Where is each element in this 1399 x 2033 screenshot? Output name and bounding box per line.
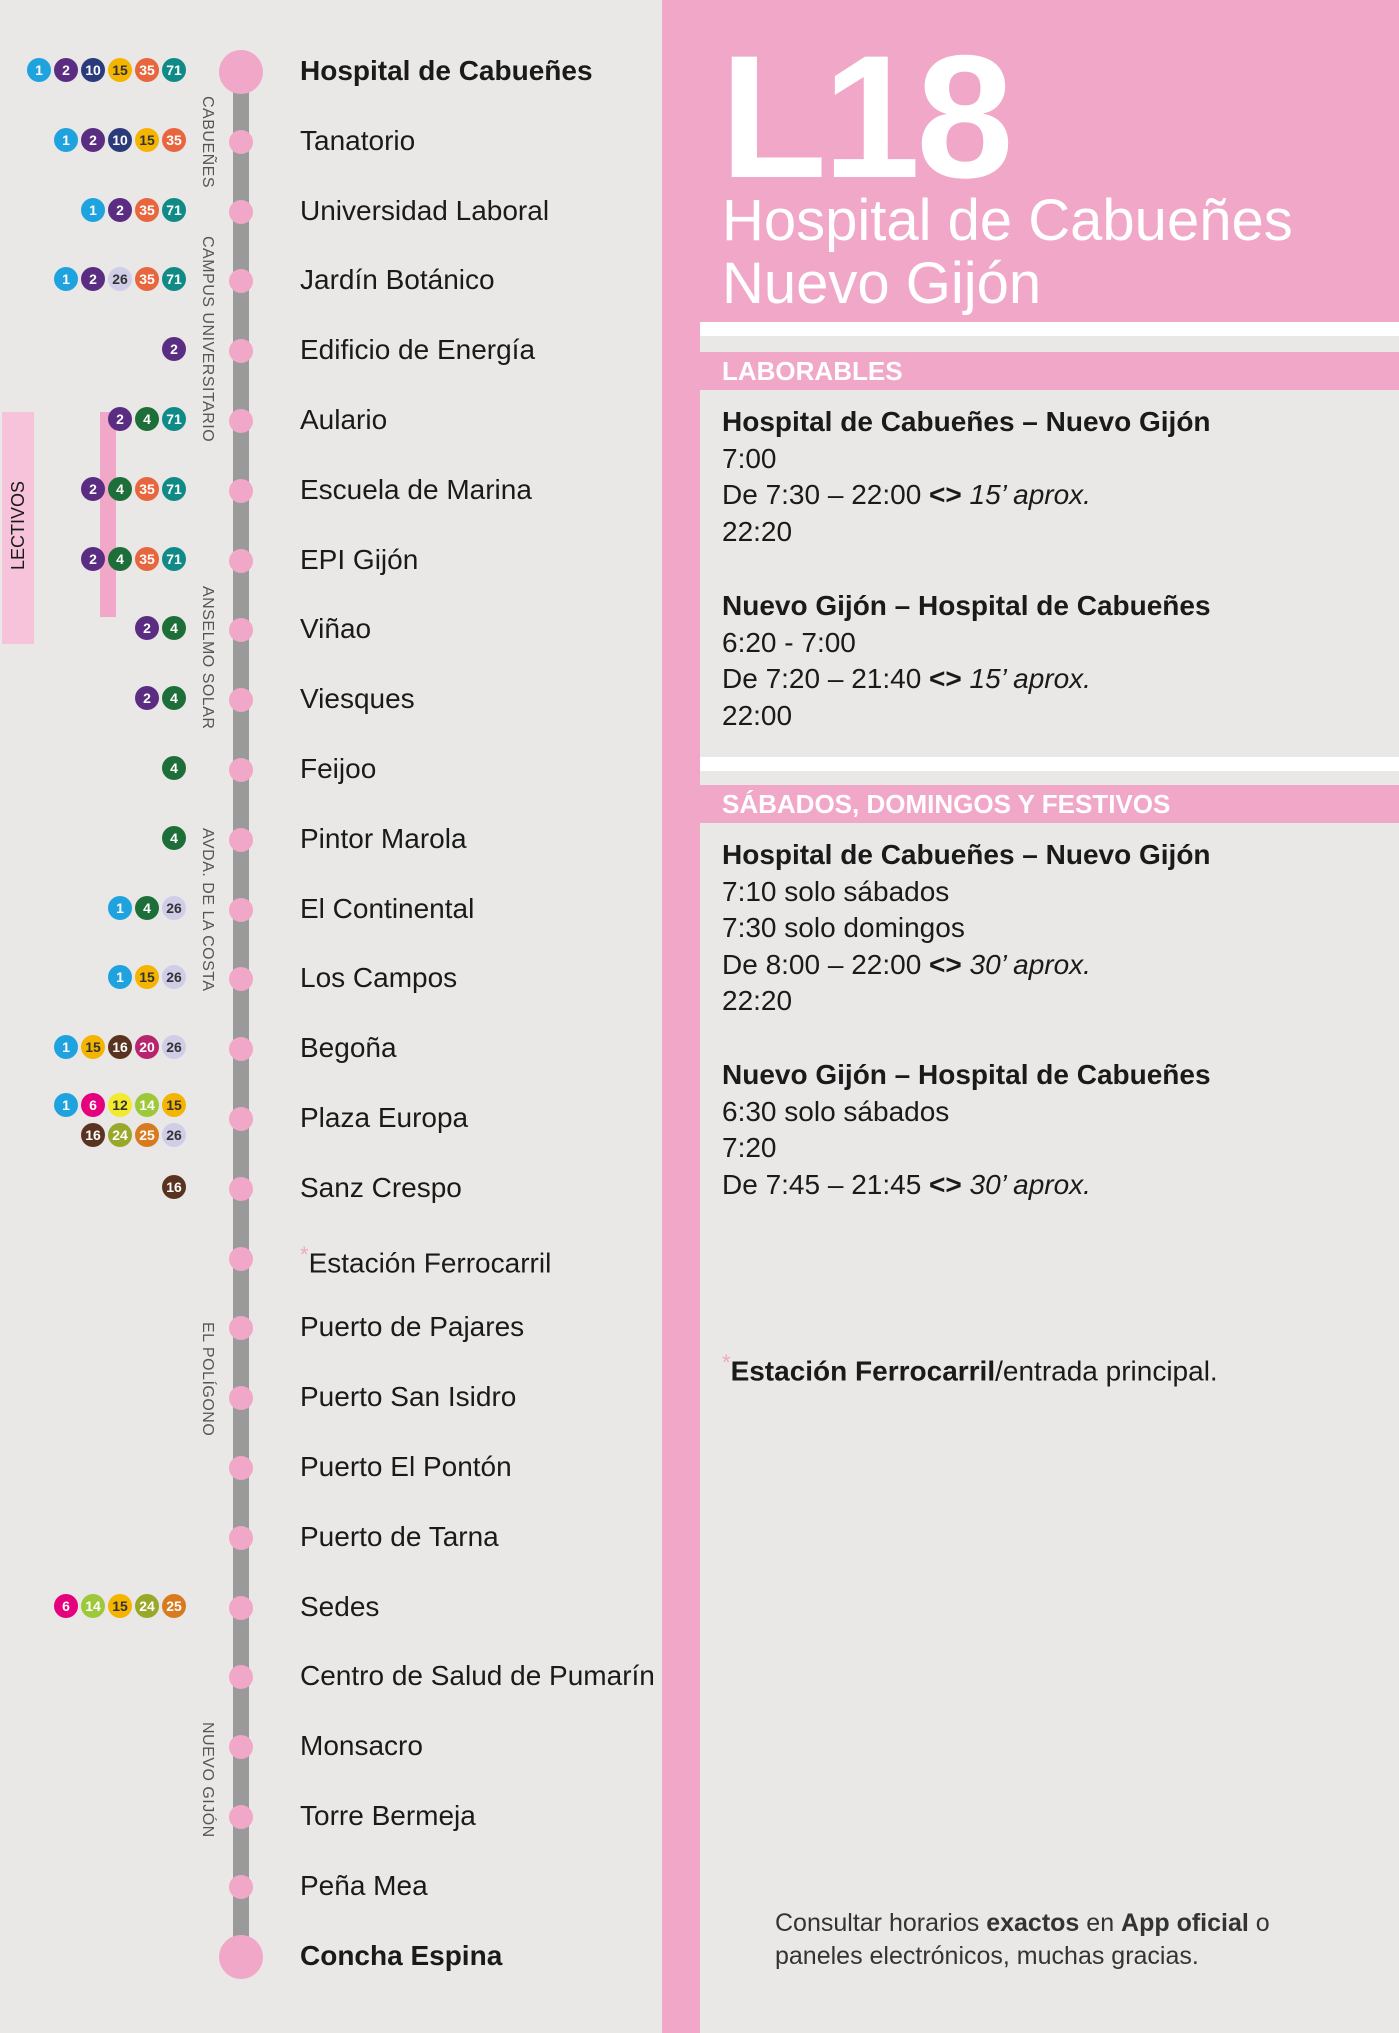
stop-name: EPI Gijón <box>300 543 419 575</box>
line-badge: 1 <box>27 58 51 82</box>
stop-marker <box>229 549 253 573</box>
schedule-line: De 7:45 – 21:45 <> 30’ aprox. <box>722 1168 1091 1200</box>
stop-name: Puerto El Pontón <box>300 1451 512 1482</box>
line-badge: 71 <box>162 547 186 571</box>
line-badge: 71 <box>162 407 186 431</box>
line-badge: 2 <box>162 337 186 361</box>
connecting-lines <box>54 128 186 156</box>
stop-marker <box>229 130 253 154</box>
stop-marker <box>229 758 253 782</box>
line-badge: 2 <box>81 128 105 152</box>
schedule-line: 7:20 <box>722 1132 777 1163</box>
schedule-heading: Nuevo Gijón – Hospital de Cabueñes <box>722 1059 1211 1090</box>
line-badge: 4 <box>162 756 186 780</box>
schedule-line: 7:00 <box>722 442 777 474</box>
zone-label-nuevo-gijon: NUEVO GIJÓN <box>199 1722 216 1838</box>
stop-name: Los Campos <box>300 962 458 994</box>
stop-marker <box>229 1665 253 1689</box>
line-badge: 2 <box>135 686 159 710</box>
stop-name: Edificio de Energía <box>300 334 536 366</box>
line-badge: 4 <box>135 407 159 431</box>
stop-marker <box>229 967 253 991</box>
line-badge: 2 <box>108 407 132 431</box>
laborables-dir2 <box>722 588 1211 734</box>
connecting-lines <box>162 756 186 784</box>
stop-marker <box>229 339 253 363</box>
stop-marker <box>229 828 253 852</box>
stop-marker <box>229 1596 253 1620</box>
connecting-lines <box>162 1175 186 1203</box>
stop-name: Universidad Laboral <box>300 194 550 226</box>
line-badge: 4 <box>162 826 186 850</box>
route-panel <box>0 0 662 2033</box>
line-badge: 35 <box>135 477 159 501</box>
line-badge: 15 <box>135 128 159 152</box>
stop-name: Jardín Botánico <box>300 264 495 296</box>
line-badge: 2 <box>108 198 132 222</box>
line-badge: 4 <box>162 616 186 640</box>
stop-name: Monsacro <box>300 1730 423 1762</box>
connecting-lines <box>54 1093 186 1121</box>
connecting-lines <box>81 477 186 505</box>
stop-name: Puerto de Tarna <box>300 1520 499 1552</box>
line-badge: 35 <box>135 267 159 291</box>
connecting-lines <box>54 1035 186 1063</box>
line-badge: 2 <box>81 267 105 291</box>
schedule-line: De 7:20 – 21:40 <> 15’ aprox. <box>722 663 1091 694</box>
stop-marker <box>229 1247 253 1271</box>
line-badge: 25 <box>162 1594 186 1618</box>
stop-name: *Estación Ferrocarril <box>300 1241 552 1278</box>
header-gap <box>700 322 1399 336</box>
stop-name: Sedes <box>300 1590 380 1622</box>
stop-name: Hospital de Cabueñes <box>300 55 593 86</box>
station-note: *Estación Ferrocarril/entrada principal. <box>722 1350 1218 1387</box>
laborables-dir1 <box>722 404 1211 550</box>
festivos-dir2 <box>722 1057 1211 1203</box>
festivos-title: SÁBADOS, DOMINGOS Y FESTIVOS <box>722 789 1171 819</box>
line-badge: 4 <box>162 686 186 710</box>
line-badge: 26 <box>162 1123 186 1147</box>
line-badge: 15 <box>135 965 159 989</box>
connecting-lines <box>162 826 186 854</box>
line-badge: 26 <box>108 267 132 291</box>
zone-label-poligono: EL POLÍGONO <box>199 1322 216 1437</box>
line-badge: 14 <box>135 1093 159 1117</box>
line-badge: 1 <box>108 965 132 989</box>
line-badge: 2 <box>81 547 105 571</box>
line-badge: 26 <box>162 1035 186 1059</box>
line-badge: 10 <box>108 128 132 152</box>
footer-note: Consultar horarios exactos en App oficial o paneles electrónicos, muchas gracias. <box>775 1909 1270 1970</box>
stop-name: Feijoo <box>300 753 377 784</box>
stop-marker <box>229 1177 253 1201</box>
line-badge: 24 <box>135 1594 159 1618</box>
zone-label-avda-costa: AVDA. DE LA COSTA <box>199 828 216 992</box>
schedule-heading: Nuevo Gijón – Hospital de Cabueñes <box>722 590 1211 621</box>
line-badge: 15 <box>162 1093 186 1117</box>
line-badge: 71 <box>162 58 186 82</box>
stop-marker <box>229 1386 253 1410</box>
stop-marker <box>229 1456 253 1480</box>
schedule-heading: Hospital de Cabueñes – Nuevo Gijón <box>722 839 1211 870</box>
line-badge: 1 <box>54 1093 78 1117</box>
stop-name: Viñao <box>300 613 372 645</box>
line-badge: 1 <box>54 128 78 152</box>
connecting-lines <box>81 1123 186 1151</box>
stop-name: Puerto San Isidro <box>300 1381 517 1413</box>
line-badge: 24 <box>108 1123 132 1147</box>
schedule-heading: Hospital de Cabueñes – Nuevo Gijón <box>722 406 1211 437</box>
line-badge: 14 <box>81 1594 105 1618</box>
stop-name: Escuela de Marina <box>300 473 532 505</box>
schedule-line: 7:30 solo domingos <box>722 912 965 943</box>
stop-marker <box>229 1875 253 1899</box>
schedule-line: 22:20 <box>722 985 793 1016</box>
line-badge: 12 <box>108 1093 132 1117</box>
line-badge: 16 <box>81 1123 105 1147</box>
stop-name: Centro de Salud de Pumarín <box>300 1660 655 1692</box>
section-gap <box>700 757 1399 771</box>
connecting-lines <box>108 407 186 435</box>
line-badge: 6 <box>54 1594 78 1618</box>
connecting-lines <box>108 965 186 993</box>
line-code: L18 <box>720 20 1010 215</box>
festivos-dir1 <box>722 837 1211 1020</box>
stop-name: Pintor Marola <box>300 822 467 854</box>
schedule-line: 7:10 solo sábados <box>722 875 950 907</box>
stop-name: Puerto de Pajares <box>300 1311 525 1343</box>
route-origin: Hospital de Cabueñes <box>722 188 1293 253</box>
connecting-lines <box>81 198 186 226</box>
stop-marker <box>229 1316 253 1340</box>
schedule-line: De 8:00 – 22:00 <> 30’ aprox. <box>722 948 1091 980</box>
laborables-title: LABORABLES <box>722 356 903 386</box>
stop-name: Plaza Europa <box>300 1102 469 1133</box>
stop-marker <box>229 1037 253 1061</box>
line-badge: 4 <box>135 896 159 920</box>
connecting-lines <box>54 1594 186 1622</box>
stop-name: Tanatorio <box>300 124 416 156</box>
line-badge: 15 <box>81 1035 105 1059</box>
line-badge: 4 <box>108 547 132 571</box>
stop-name: Peña Mea <box>300 1869 428 1901</box>
schedule-line: 6:20 - 7:00 <box>722 626 856 658</box>
line-badge: 35 <box>135 58 159 82</box>
line-badge: 20 <box>135 1035 159 1059</box>
lectivos-label: LECTIVOS <box>8 480 28 570</box>
line-badge: 15 <box>108 1594 132 1618</box>
stop-marker <box>229 688 253 712</box>
stop-name: Sanz Crespo <box>300 1171 462 1203</box>
stop-marker <box>229 1735 253 1759</box>
line-badge: 35 <box>162 128 186 152</box>
stop-name: Aulario <box>300 404 388 435</box>
line-badge: 1 <box>54 267 78 291</box>
stop-marker <box>229 1805 253 1829</box>
line-badge: 2 <box>135 616 159 640</box>
stop-marker <box>229 1107 253 1131</box>
connecting-lines <box>108 896 186 924</box>
line-badge: 35 <box>135 547 159 571</box>
connecting-lines <box>135 616 186 644</box>
line-badge: 4 <box>108 477 132 501</box>
stop-name: El Continental <box>300 892 475 924</box>
schedule-line: 6:30 solo sábados <box>722 1095 950 1127</box>
schedule-line: 22:00 <box>722 699 793 731</box>
connecting-lines <box>81 547 186 575</box>
route-destination: Nuevo Gijón <box>722 251 1042 316</box>
schedule-line: 22:20 <box>722 515 793 547</box>
stop-name: Concha Espina <box>300 1939 503 1971</box>
line-badge: 26 <box>162 896 186 920</box>
stop-marker <box>229 269 253 293</box>
line-badge: 1 <box>108 896 132 920</box>
connecting-lines <box>162 337 186 365</box>
stop-marker <box>229 1526 253 1550</box>
line-badge: 16 <box>108 1035 132 1059</box>
line-badge: 71 <box>162 477 186 501</box>
line-badge: 71 <box>162 267 186 291</box>
line-badge: 71 <box>162 198 186 222</box>
lectivos-bracket <box>100 412 116 617</box>
connecting-lines <box>54 267 186 295</box>
stop-marker <box>229 200 253 224</box>
line-badge: 26 <box>162 965 186 989</box>
zone-label-cabuenes: CABUEÑES <box>199 96 216 189</box>
stop-marker <box>229 618 253 642</box>
line-badge: 35 <box>135 198 159 222</box>
line-badge: 10 <box>81 58 105 82</box>
schedule-line: De 7:30 – 22:00 <> 15’ aprox. <box>722 479 1091 510</box>
stop-name: Torre Bermeja <box>300 1800 476 1831</box>
zone-label-anselmo-solar: ANSELMO SOLAR <box>199 586 216 730</box>
line-badge: 2 <box>81 477 105 501</box>
stop-name: Viesques <box>300 683 415 715</box>
stop-marker <box>229 479 253 503</box>
line-badge: 15 <box>108 58 132 82</box>
stop-name: Begoña <box>300 1032 397 1064</box>
stop-marker <box>229 898 253 922</box>
line-badge: 16 <box>162 1175 186 1199</box>
line-badge: 6 <box>81 1093 105 1117</box>
line-badge: 25 <box>135 1123 159 1147</box>
zone-label-campus: CAMPUS UNIVERSITARIO <box>199 236 216 443</box>
line-badge: 2 <box>54 58 78 82</box>
connecting-lines <box>135 686 186 714</box>
line-badge: 1 <box>54 1035 78 1059</box>
connecting-lines <box>27 58 186 86</box>
stop-marker <box>219 50 263 94</box>
stop-marker <box>219 1935 263 1979</box>
stop-marker <box>229 409 253 433</box>
line-badge: 1 <box>81 198 105 222</box>
